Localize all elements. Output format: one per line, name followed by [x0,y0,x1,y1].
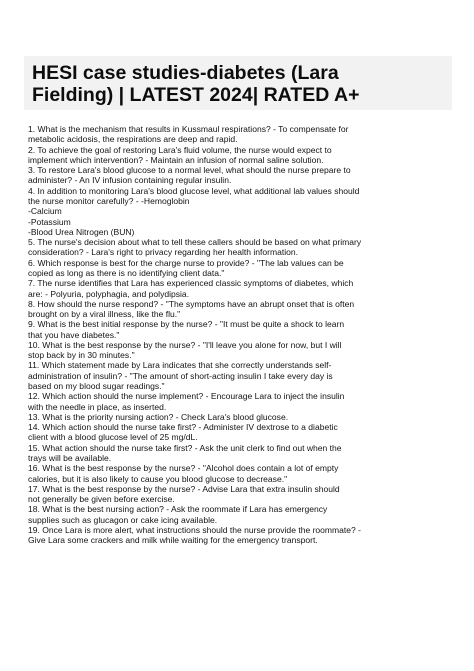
text-line: 1. What is the mechanism that results in Kussmaul respirations? - To compensate for [28,124,349,134]
text-line: client with a blood glucose level of 25 mg/dL. [28,432,198,443]
text-line: 16. What is the best response by the nurse? - "Alcohol does contain a lot of empty [28,463,339,474]
text-line: consideration? - Lara's right to privacy regarding her health information. [28,247,299,258]
text-line: brought on by a viral illness, like the flu." [28,309,181,320]
text-line: not generally be given before exercise. [28,494,175,505]
text-line: 6. Which response is best for the charge nurse to provide? - "The lab values can be [28,257,344,268]
text-line: 12. Which action should the nurse implement? - Encourage Lara to inject the insulin [28,391,345,402]
text-line: 9. What is the best initial response by the nurse? - "It must be quite a shock to learn [28,319,345,330]
text-line: 7. The nurse identifies that Lara has experienced classic symptoms of diabetes, which [28,278,354,289]
text-line: 4. In addition to monitoring Lara's blood glucose level, what additional lab values should [28,185,360,196]
text-line: copied as long as there is no identifying client data." [28,267,225,278]
text-line: that you have diabetes." [28,329,120,340]
text-line: 11. Which statement made by Lara indicates that she correctly understands self- [28,360,332,371]
text-line: stop back by in 30 minutes." [28,350,135,361]
text-line: -Calcium [28,206,62,217]
text-line: 18. What is the best nursing action? - Ask the roommate if Lara has emergency [28,504,328,515]
text-line: calories, but it is also likely to cause you blood glucose to decrease." [28,473,288,484]
text-line: 2. To achieve the goal of restoring Lara's fluid volume, the nurse would expect to [28,144,332,155]
text-line: 5. The nurse's decision about what to tell these callers should be based on what primary [28,237,362,248]
text-line: based on my blood sugar readings." [28,381,165,392]
text-line: administration of insulin? - "The amount of short-acting insulin I take every day is [28,370,333,381]
text-line: Give Lara some crackers and milk while waiting for the emergency transport. [28,535,318,546]
text-line: trays will be available. [28,453,112,463]
text-line: 3. To restore Lara's blood glucose to a normal level, what should the nurse prepare to [28,165,351,176]
text-line: metabolic acidosis, the respirations are deep and rapid. [28,134,238,145]
text-line: 8. How should the nurse respond? - "The symptoms have an abrupt onset that is often [28,298,355,309]
document-title [28,60,448,110]
text-line: 14. Which action should the nurse take first? - Administer IV dextrose to a diabetic [28,422,338,433]
document-page [24,48,452,654]
document-body [24,110,452,546]
text-line: -Potassium [28,216,71,227]
text-line: 10. What is the best response by the nurse? - "I'll leave you alone for now, but I will [28,339,342,350]
title-banner [24,56,452,110]
title-line-2: Fielding) | LATEST 2024| RATED A+ [32,84,360,106]
title-line-1: HESI case studies-diabetes (Lara [32,62,339,84]
text-line: 17. What is the best response by the nurse? - Advise Lara that extra insulin should [28,483,340,494]
text-line: 15. What action should the nurse take first? - Ask the unit clerk to find out when the [28,442,342,453]
text-line: administer? - An IV infusion containing regular insulin. [28,175,232,186]
text-line: implement which intervention? - Maintain an infusion of normal saline solution. [28,154,324,165]
text-line: 19. Once Lara is more alert, what instructions should the nurse provide the roommate? - [28,524,362,535]
text-line: the nurse monitor carefully? - -Hemoglobin [28,195,190,206]
text-line: are: - Polyuria, polyphagia, and polydipsia. [28,288,190,299]
text-line: -Blood Urea Nitrogen (BUN) [28,226,135,237]
text-line: 13. What is the priority nursing action? - Check Lara's blood glucose. [28,411,289,422]
text-line: with the needle in place, as inserted. [28,401,167,412]
text-line: supplies such as glucagon or cake icing available. [28,514,218,525]
